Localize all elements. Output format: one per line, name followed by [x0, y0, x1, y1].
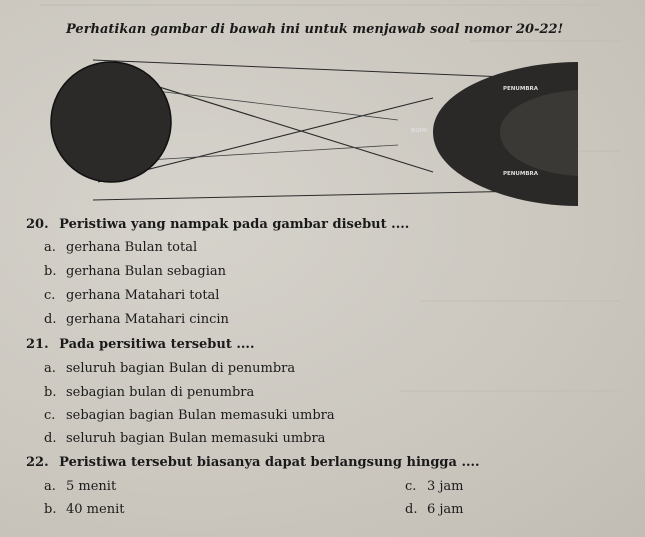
option-letter: d. [44, 431, 57, 446]
option-text: 6 jam [427, 502, 464, 517]
option-letter: d. [405, 502, 418, 517]
option-text: gerhana Matahari cincin [66, 312, 229, 327]
option-20d[interactable] [44, 312, 229, 327]
question-number: 21. [26, 337, 49, 352]
option-letter: c. [44, 408, 56, 423]
option-20b[interactable] [44, 264, 226, 279]
option-text: seluruh bagian Bulan di penumbra [66, 361, 296, 376]
label-bumi: BUMI [411, 128, 428, 134]
ray-line [148, 145, 398, 160]
label-penumbra-top: PENUMBRA [503, 86, 539, 92]
option-text: gerhana Bulan total [66, 240, 198, 255]
option-22c[interactable] [405, 479, 464, 494]
question-text: Pada persitiwa tersebut .... [59, 337, 255, 352]
question-number: 22. [26, 455, 49, 470]
option-text: gerhana Bulan sebagian [66, 264, 226, 279]
option-20a[interactable] [44, 240, 197, 255]
option-letter: c. [44, 288, 56, 303]
question-20 [26, 217, 409, 232]
sun-shape [51, 62, 171, 182]
option-letter: b. [44, 502, 57, 517]
option-21a[interactable] [44, 361, 295, 376]
option-letter: a. [44, 240, 56, 255]
question-text: Peristiwa yang nampak pada gambar disebut .... [59, 217, 410, 232]
option-22d[interactable] [405, 502, 464, 517]
option-letter: a. [44, 479, 56, 494]
option-letter: d. [44, 312, 57, 327]
question-number: 20. [26, 217, 49, 232]
option-text: seluruh bagian Bulan memasuki umbra [66, 431, 326, 446]
option-21c[interactable] [44, 408, 335, 423]
option-letter: b. [44, 264, 57, 279]
question-text: Peristiwa tersebut biasanya dapat berlangsung hingga .... [59, 455, 480, 470]
option-text: sebagian bagian Bulan memasuki umbra [66, 408, 335, 423]
ray-line [148, 90, 398, 120]
label-penumbra-bottom: PENUMBRA [503, 171, 539, 177]
option-20c[interactable] [44, 288, 219, 303]
question-22 [26, 455, 480, 470]
option-letter: a. [44, 361, 56, 376]
instruction-text: Perhatikan gambar di bawah ini untuk menjawab soal nomor 20-22! [66, 22, 564, 37]
option-letter: c. [405, 479, 417, 494]
option-text: sebagian bulan di penumbra [66, 385, 255, 400]
option-22a[interactable] [44, 479, 116, 494]
eclipse-diagram [38, 50, 578, 220]
option-21d[interactable] [44, 431, 325, 446]
option-text: 3 jam [427, 479, 464, 494]
option-letter: b. [44, 385, 57, 400]
option-text: 5 menit [66, 479, 117, 494]
option-22b[interactable] [44, 502, 124, 517]
option-text: 40 menit [66, 502, 125, 517]
question-21 [26, 337, 255, 352]
option-21b[interactable] [44, 385, 254, 400]
option-text: gerhana Matahari total [66, 288, 220, 303]
